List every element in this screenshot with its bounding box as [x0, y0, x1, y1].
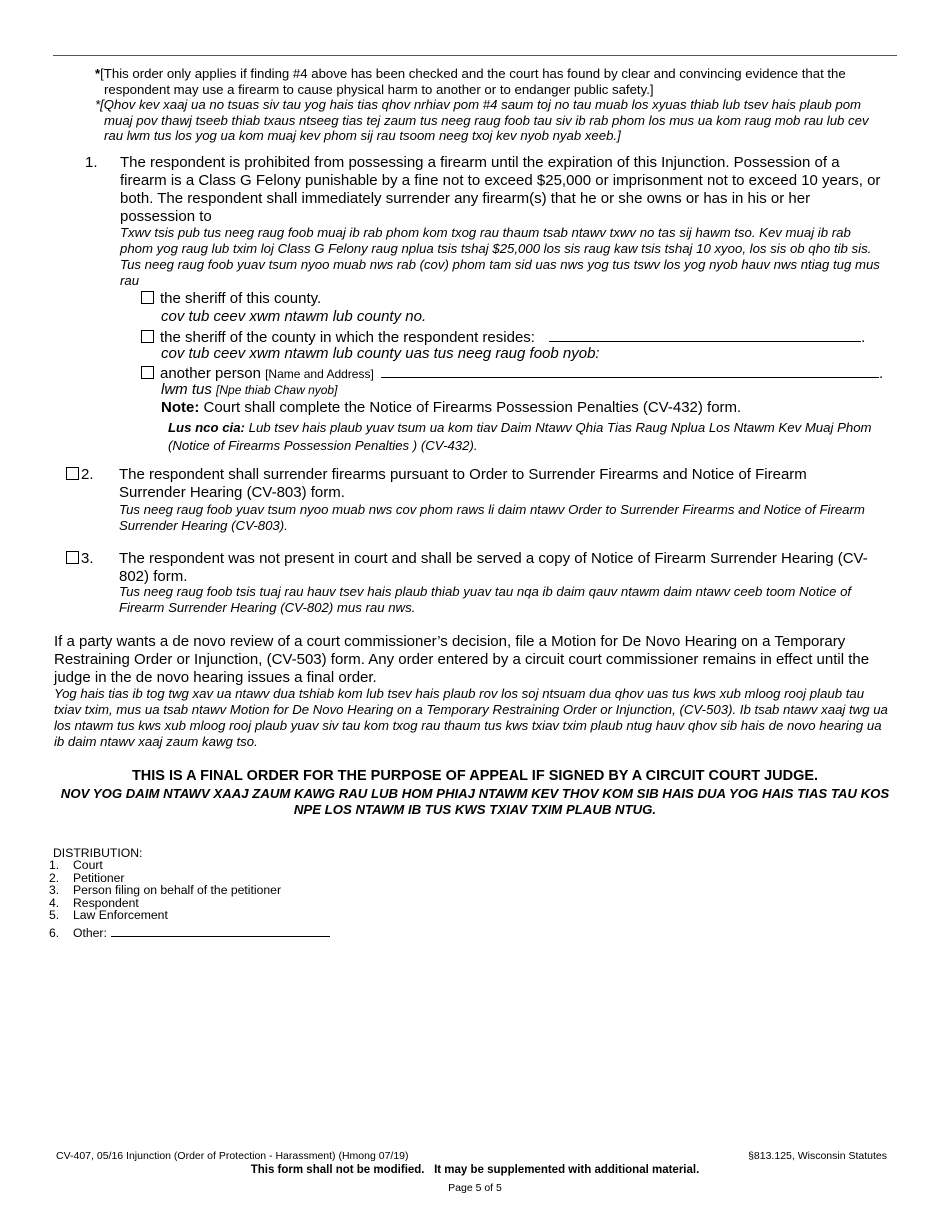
item2-english: The respondent shall surrender firearms pursuant to Order to Surrender Firearms and Notice of Firearm Surrender Hearing (CV-803) form. — [119, 466, 807, 501]
item1-option-c — [141, 363, 883, 382]
option-a-checkbox[interactable] — [141, 291, 154, 304]
option-a-hmong: cov tub ceev xwm ntawm lub county no. — [161, 308, 427, 325]
final-order-hmong: NOV YOG DAIM NTAWV XAAJ ZAUM KAWG RAU LUB HOM PHIAJ NTAWM KEV THOV KOM SIB HAIS DUA YOG HAIS TIAS TAU KOS NPE LOS NTAWM IB TUS KWS TXIAV TXIM PLAUB NTUG. — [60, 786, 890, 817]
option-a-label: the sheriff of this county. — [160, 290, 322, 307]
option-c-hint: [Name and Address] — [265, 367, 374, 381]
item2-checkbox-number — [66, 466, 94, 483]
option-c-hmong — [161, 381, 337, 398]
denovo-hmong: Yog hais tias ib tog twg xav ua ntawv dua tshiab kom lub tsev hais plaub rov los soj ntsuam dua qhov uas tus kws xub mloog rooj plaub tau txiav txim, mus ua tsab ntawv Motion for De Novo Hearing on a Temporary Restraining Order or Injunction, (CV-503). Ib tsab ntawv xaaj twg ua los ntawm tus kws xub mloog rooj plaub yuav siv tau kom txog rau thaum tus kws txiav txim plaub ntug hauv qhov sib hais de novo hearing ua ib daim ntawv xaaj zaum kawg tso. — [54, 686, 888, 749]
option-b-county-field[interactable] — [549, 327, 861, 342]
option-c-name-address-field[interactable] — [381, 363, 879, 378]
list-item: 3. Person filing on behalf of the petitioner — [49, 883, 282, 898]
preamble-star: * — [95, 66, 101, 81]
item3-hmong: Tus neeg raug foob tsis tuaj rau hauv tsev hais plaub thiab yuav tau nqa ib daim qauv ntawm daim ntawv ceeb toom Notice of Firearm Surrender Hearing (CV-802) mus rau nws. — [119, 584, 852, 615]
item3-english: The respondent was not present in court and shall be served a copy of Notice of Firearm Surrender Hearing (CV-802) form. — [119, 550, 868, 585]
option-c-label: another person — [160, 365, 261, 382]
distribution-other-field[interactable] — [111, 924, 330, 937]
list-item: 1. Court — [49, 858, 103, 872]
option-c-hmong-label: lwm tus — [161, 381, 212, 398]
option-c-checkbox[interactable] — [141, 366, 154, 379]
option-b-hmong: cov tub ceev xwm ntawm lub county uas tus neeg raug foob nyob: — [161, 345, 600, 362]
item1-note — [161, 399, 741, 416]
item1-note-hmong — [168, 419, 890, 455]
option-c-hmong-hint: [Npe thiab Chaw nyob] — [216, 383, 338, 397]
item2-number: 2. — [81, 466, 94, 483]
final-order-english: THIS IS A FINAL ORDER FOR THE PURPOSE OF APPEAL IF SIGNED BY A CIRCUIT COURT JUDGE. — [131, 768, 819, 784]
footer-form-id: CV-407, 05/16 Injunction (Order of Protection - Harassment) (Hmong 07/19) — [56, 1150, 409, 1162]
option-b-checkbox[interactable] — [141, 330, 154, 343]
item1-number: 1. — [85, 154, 98, 171]
list-item: 5. Law Enforcement — [49, 908, 168, 923]
item1-option-a — [141, 290, 321, 307]
item3-checkbox[interactable] — [66, 551, 79, 564]
item3-number: 3. — [81, 550, 94, 567]
item2-hmong: Tus neeg raug foob yuav tsum nyoo muab nws cov phom raws li daim ntawv Order to Surrender Firearms and Notice of Firearm Surrender Hearing (CV-803). — [119, 502, 865, 533]
top-rule — [53, 55, 897, 56]
item1-english: The respondent is prohibited from possessing a firearm until the expiration of this Injunction. Possession of a firearm is a Class G Felony punishable by a fine not to exceed $25,000 or imprisonment not to exceed 10 years, or both. The respondent shall immediately surrender any firearm(s) that he or she owns or has in his or her possession to — [120, 154, 881, 225]
distribution-title: DISTRIBUTION: — [53, 846, 143, 860]
option-c-period: . — [878, 365, 884, 382]
note-hmong-text: Lub tsev hais plaub yuav tsum ua kom tiav Daim Ntawv Qhia Tias Raug Nplua Los Ntawm Kev Muaj Phom (Notice of Firearms Possession Penalties ) (CV-432). — [168, 420, 872, 453]
preamble-hmong: *[Qhov kev xaaj ua no tsuas siv tau yog hais tias qhov nrhiav pom #4 saum toj no tau muab los xyuas thiab lub tsev hais plaub pom muaj pov thawj tseeb thiab txaus ntseeg tias tej zaum tus neeg raug foob tau siv ib rab phom los mus ua kom raug mob rau lub cev rau lwm tus los yog ua kom muaj kev phom sij rau tsoom neeg txoj kev nyob nyab xeeb.] — [95, 97, 869, 143]
note-label: Note: — [161, 399, 200, 416]
option-b-period: . — [861, 329, 866, 346]
note-text: Court shall complete the Notice of Firearms Possession Penalties (CV-432) form. — [203, 399, 742, 416]
option-b-label: the sheriff of the county in which the respondent resides: — [160, 329, 535, 346]
item3-checkbox-number — [66, 550, 94, 567]
item1-option-b — [141, 327, 865, 346]
item1-hmong: Txwv tsis pub tus neeg raug foob muaj ib rab phom kom txog rau thaum tsab ntawv txwv no tas sij hawm tso. Kev muaj ib rab phom yog raug lub txim loj Class G Felony raug nplua tsis tshaj $25,000 los sis raug kaw tsis tshaj 10 xyoo, los sis ob qho tib sis. Tus neeg raug foob yuav tsum nyoo muab nws rab (cov) phom tam sid uas nws yog tus tswv los yog nyob hauv nws ntiag tug mus rau — [120, 225, 880, 288]
denovo-english: If a party wants a de novo review of a court commissioner’s decision, file a Motion for De Novo Hearing on a Temporary Restraining Order or Injunction, (CV-503) form. Any order entered by a circuit court commissioner remains in effect until the judge in the de novo hearing issues a final order. — [54, 633, 870, 686]
note-hmong-label: Lus nco cia: — [168, 420, 245, 435]
list-item: 2. Petitioner — [49, 870, 125, 885]
preamble-english: *[This order only applies if finding #4 above has been checked and the court has found by clear and convincing evidence that the respondent may use a firearm to cause physical harm to another or to endanger public safety.] — [95, 66, 846, 97]
item2-checkbox[interactable] — [66, 467, 79, 480]
footer-statute: §813.125, Wisconsin Statutes — [748, 1150, 887, 1162]
footer-notice: This form shall not be modified. It may be supplemented with additional material. — [250, 1164, 700, 1176]
footer-page-number: Page 5 of 5 — [448, 1182, 502, 1194]
list-item: 4. Respondent — [49, 895, 139, 910]
list-item: 6. Other: — [49, 924, 330, 937]
distribution-list — [49, 858, 330, 940]
